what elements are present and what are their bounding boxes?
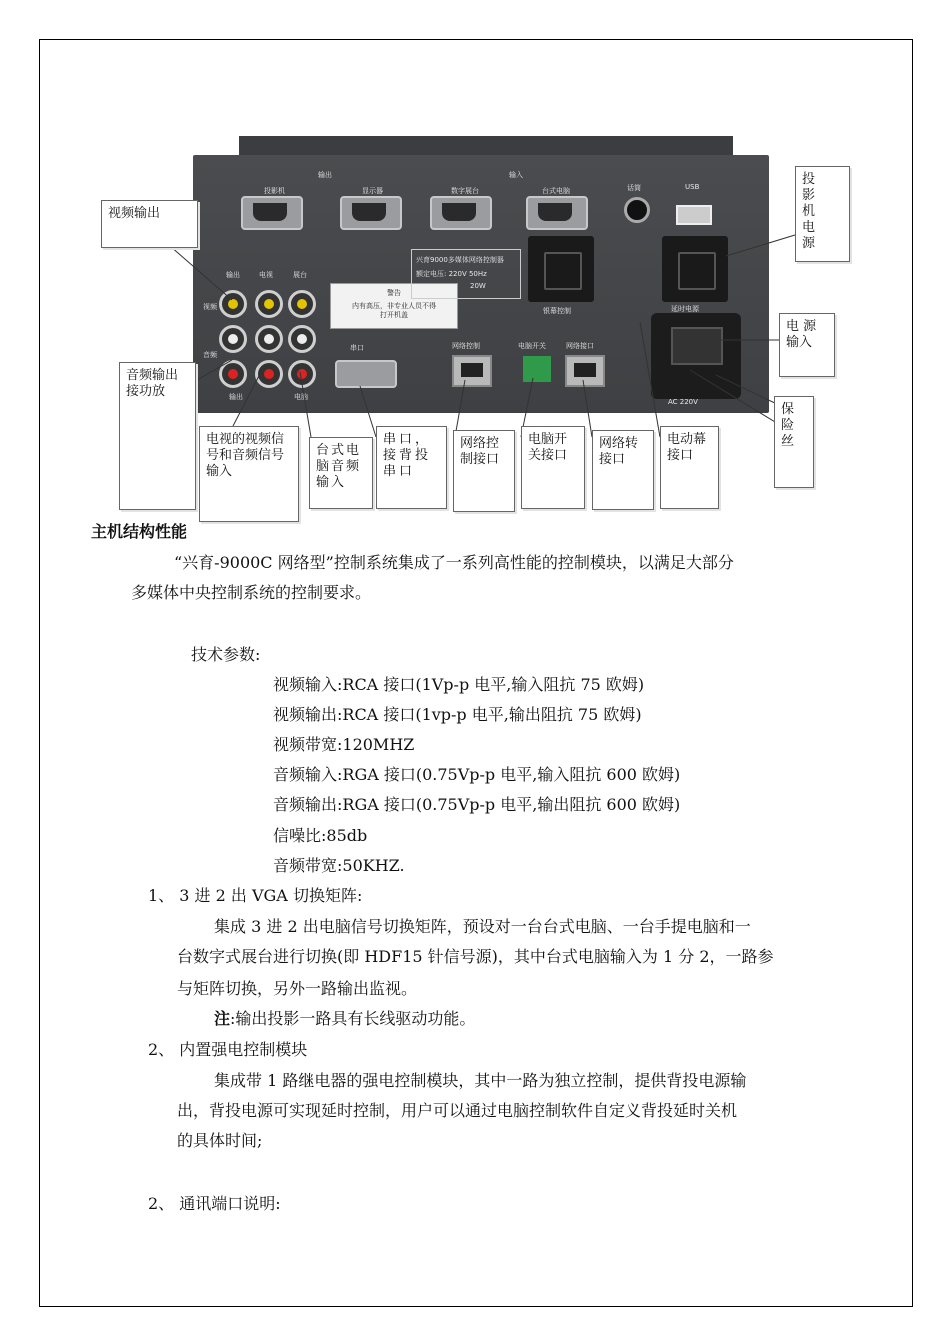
label-av-audio: 音频	[203, 351, 217, 359]
label-projector-port: 投影机	[264, 187, 285, 195]
label-net-ctrl: 网络控制	[452, 342, 480, 350]
param-snr: 信噪比:85db	[273, 826, 368, 845]
param-video-bandwidth: 视频带宽:120MHZ	[273, 735, 415, 754]
param-video-in: 视频输入:RCA 接口(1Vp-p 电平,输入阻抗 75 欧姆)	[273, 675, 645, 694]
label-delay-power: 延时电源	[671, 305, 699, 313]
label-av-output: 输出	[226, 271, 240, 279]
label-net-port: 网络接口	[566, 342, 594, 350]
label-ac: AC 220V	[668, 398, 698, 406]
callout-tv-input: 电视的视频信号和音频信号输入	[199, 426, 299, 522]
label-av-tv: 电视	[259, 271, 273, 279]
item1-line-1: 集成 3 进 2 出电脑信号切换矩阵，预设对一台台式电脑、一台手提电脑和一	[214, 917, 751, 936]
spec-title: 兴育9000多媒体网络控制器	[416, 256, 504, 264]
warning-title: 警告	[387, 289, 401, 297]
label-input-group: 输入	[509, 171, 523, 179]
callout-pc-switch: 电脑开关接口	[521, 426, 585, 509]
label-av-bottom-out: 输出	[229, 393, 243, 401]
item1-title: 1、 3 进 2 出 VGA 切换矩阵:	[148, 886, 363, 905]
label-monitor-port: 显示器	[362, 187, 383, 195]
intro-line-1: “兴育-9000C 网络型”控制系统集成了一系列高性能的控制模块，以满足大部分	[174, 553, 734, 572]
param-audio-in: 音频输入:RGA 接口(0.75Vp-p 电平,输入阻抗 600 欧姆)	[273, 765, 681, 784]
spec-voltage: 额定电压: 220V 50Hz	[416, 270, 487, 278]
item2-line-3: 的具体时间;	[177, 1131, 263, 1150]
label-av-booth: 展台	[293, 271, 307, 279]
item2-title: 2、 内置强电控制模块	[148, 1040, 308, 1059]
callout-power-input: 电 源 输入	[779, 313, 835, 377]
item1-line-2: 台数字式展台进行切换(即 HDF15 针信号源)，其中台式电脑输入为 1 分 2，一路参	[177, 947, 774, 966]
label-pc-switch: 电脑开关	[518, 342, 546, 350]
param-audio-bandwidth: 音频带宽:50KHZ.	[273, 856, 405, 875]
callout-net-ctrl: 网络控制接口	[453, 430, 515, 512]
item2-line-2: 出，背投电源可实现延时控制，用户可以通过电脑控制软件自定义背投延时关机	[177, 1101, 738, 1120]
item3-title: 2、 通讯端口说明:	[148, 1194, 281, 1213]
tech-params-title: 技术参数:	[191, 645, 261, 664]
item1-line-3: 与矩阵切换，另外一路输出监视。	[177, 979, 418, 998]
label-av-bottom-pc: 电脑	[294, 393, 308, 401]
callout-fuse: 保 险 丝	[774, 396, 814, 488]
section-title: 主机结构性能	[91, 522, 188, 541]
label-serial: 串口	[350, 344, 364, 352]
callout-audio-out: 音频输出接功放	[119, 362, 196, 510]
callout-pc-audio: 台式电脑音频输入	[309, 437, 373, 509]
label-output-group: 输出	[318, 171, 332, 179]
note-text: :输出投影一路具有长线驱动功能。	[230, 1009, 476, 1028]
callout-video-out: 视频输出	[101, 200, 198, 248]
callout-serial: 串口，接背投串口	[376, 426, 447, 509]
label-av-video: 视频	[203, 303, 217, 311]
param-video-out: 视频输出:RCA 接口(1vp-p 电平,输出阻抗 75 欧姆)	[273, 705, 642, 724]
warning-text: 内有高压，非专业人员不得打开机盖	[352, 302, 436, 319]
spec-power: 20W	[470, 282, 486, 290]
note-line	[214, 1009, 475, 1029]
callout-net-switch: 网络转接口	[592, 430, 654, 510]
callout-screen-motor: 电动幕接口	[660, 426, 719, 509]
param-audio-out: 音频输出:RGA 接口(0.75Vp-p 电平,输出阻抗 600 欧姆)	[273, 795, 681, 814]
callout-projector-power: 投 影 机 电 源	[795, 166, 850, 262]
label-desktop-port: 台式电脑	[542, 187, 570, 195]
label-mic-port: 话筒	[627, 184, 641, 192]
label-usb-port: USB	[685, 183, 700, 191]
note-label: 注	[214, 1009, 231, 1028]
label-screen-control: 银幕控制	[543, 307, 571, 315]
label-visualizer-port: 数字展台	[451, 187, 479, 195]
item2-line-1: 集成带 1 路继电器的强电控制模块，其中一路为独立控制，提供背投电源输	[214, 1071, 747, 1090]
intro-line-2: 多媒体中央控制系统的控制要求。	[131, 583, 372, 602]
